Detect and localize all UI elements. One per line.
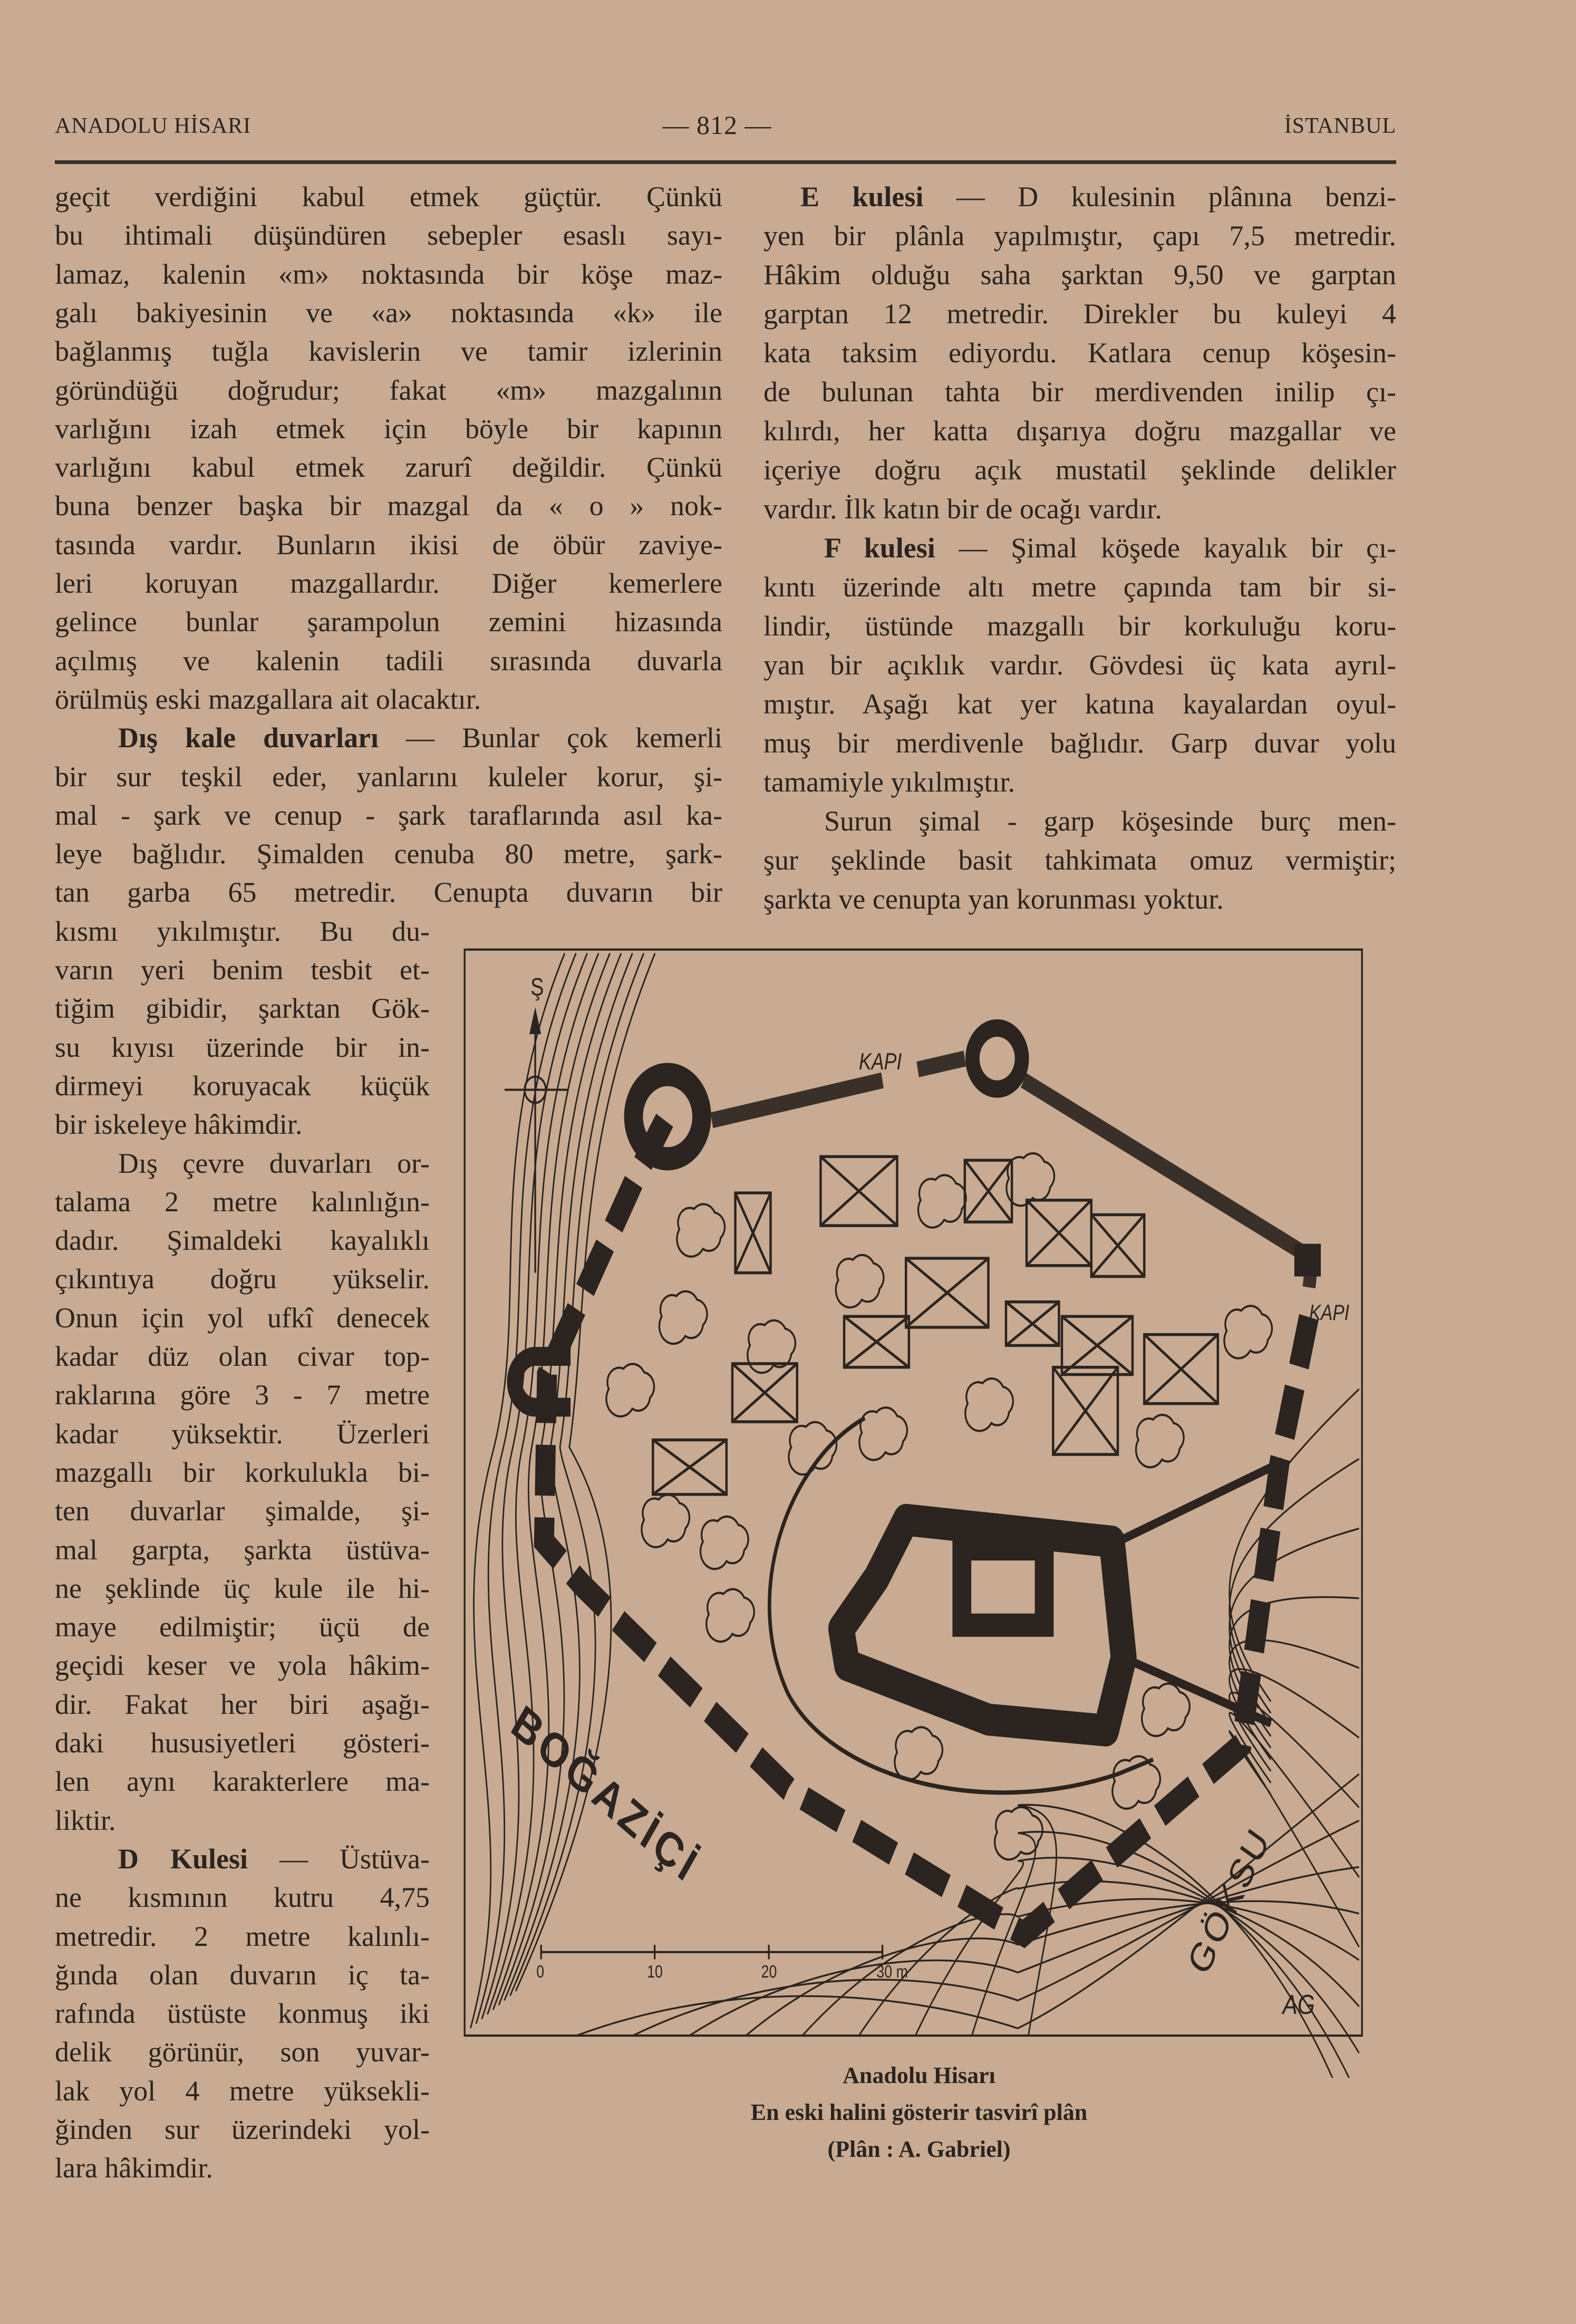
text-line: rafında üstüste konmuş iki: [55, 1998, 430, 2030]
building: [1027, 1200, 1091, 1266]
section-heading: E kulesi: [800, 181, 924, 213]
building: [820, 1156, 897, 1226]
text-line: garptan 12 metredir. Direkler bu kuleyi 4: [763, 298, 1396, 330]
text-line: ne şeklinde üç kule ile hi-: [55, 1572, 430, 1604]
scale-tick-20: 20: [761, 1962, 777, 1982]
text-line: şarkta ve cenupta yan korunması yoktur.: [763, 883, 1224, 915]
text-line: ne kısmının kutru 4,75: [55, 1882, 430, 1914]
figure-caption-subtitle: En eski halini gösterir tasvirî plân: [750, 2099, 1088, 2125]
text-line: tan garba 65 metredir. Cenupta duvarın bir: [55, 876, 722, 909]
text-line: yen bir plânla yapılmıştır, çapı 7,5 metredir.: [763, 220, 1396, 252]
text-line: mıştır. Aşağı kat yer katına kayalardan oyul-: [763, 688, 1396, 720]
text-line: çıkıntıya doğru yükselir.: [55, 1263, 430, 1295]
text-line: lamaz, kalenin «m» noktasında bir köşe maz-: [55, 258, 722, 290]
text-line: mal garpta, şarkta üstüva-: [55, 1534, 430, 1566]
text-line: bu ihtimali düşündüren sebepler esaslı sayı-: [55, 219, 722, 252]
text-line: [800, 178, 1396, 216]
text-line: geçit verdiğini kabul etmek güçtür. Çünkü: [55, 181, 722, 213]
text-line: [118, 719, 722, 757]
gate-label-north: KAPI: [858, 1049, 902, 1075]
figure-caption-title: Anadolu Hisarı: [843, 2062, 995, 2088]
contour-line: [972, 1832, 1359, 2078]
text-line: varın yeri benim tesbit et-: [55, 954, 430, 986]
tree: [707, 1589, 755, 1642]
text-line: gelince bunlar şarampolun zemini hizasında: [55, 606, 722, 638]
text-run: — Bunlar çok kemerli: [379, 722, 722, 754]
building: [906, 1258, 988, 1327]
building: [653, 1440, 727, 1494]
text-line: Dış çevre duvarları or-: [118, 1147, 430, 1179]
keep-inner-tower: [962, 1549, 1044, 1625]
contour-line: [915, 1858, 1359, 2053]
text-run: — Şimal köşede kayalık bir çı-: [935, 532, 1396, 564]
north-arrow-icon: [505, 973, 567, 1273]
text-line: len aynı karakterlere ma-: [55, 1766, 430, 1798]
running-header-left: ANADOLU HİSARI: [55, 114, 252, 138]
text-line: kısmı yıkılmıştır. Bu du-: [55, 915, 430, 947]
text-line: kadar düz olan civar top-: [55, 1341, 430, 1372]
text-line: Hâkim olduğu saha şarktan 9,50 ve garptan: [763, 259, 1396, 291]
buildings: [653, 1156, 1217, 1494]
text-line: lara hâkimdir.: [55, 2152, 213, 2184]
tree: [895, 1727, 943, 1779]
text-line: leri koruyan mazgallardır. Diğer kemerlere: [55, 567, 722, 599]
running-header-right: İSTANBUL: [1284, 114, 1396, 138]
tree: [965, 1378, 1013, 1431]
tree: [677, 1204, 725, 1256]
building: [1091, 1214, 1144, 1276]
text-line: örülmüş eski mazgallara ait olacaktır.: [55, 683, 481, 715]
building: [1144, 1335, 1218, 1404]
text-line: lak yol 4 metre yüksekli-: [55, 2075, 430, 2107]
text-line: kılırdı, her katta dışarıya doğru mazgallar ve: [763, 415, 1396, 447]
building: [736, 1193, 771, 1273]
tower-e: [1294, 1244, 1321, 1277]
scale-bar: [536, 1945, 908, 1982]
building: [965, 1160, 1012, 1222]
scale-tick-10: 10: [647, 1962, 663, 1982]
tree: [1136, 1415, 1184, 1467]
tower-d: [633, 1075, 701, 1159]
text-line: ğinden sur üzerindeki yol-: [55, 2114, 430, 2145]
section-heading: F kulesi: [824, 532, 935, 564]
castle-plan-map: [459, 939, 1381, 2078]
text-line: lindir, üstünde mazgallı bir korkuluğu koru-: [763, 610, 1396, 642]
text-line: varlığını kabul etmek zarurî değildir. Çünkü: [55, 451, 722, 484]
text-line: ten duvarlar şimalde, şi-: [55, 1495, 430, 1527]
tree: [836, 1255, 884, 1307]
tree: [606, 1364, 654, 1416]
tree: [1007, 1153, 1055, 1206]
tree: [918, 1175, 966, 1227]
text-line: Surun şimal - garp köşesinde burç men-: [824, 805, 1396, 837]
text-line: metredir. 2 metre kalınlı-: [55, 1920, 430, 1952]
tower-f: [972, 1028, 1022, 1089]
contour-line: [505, 953, 633, 2001]
text-line: bir sur teşkil eder, yanlarını kuleler korur, şi-: [55, 760, 722, 793]
text-line: kadar yüksektir. Üzerleri: [55, 1417, 430, 1450]
tree: [642, 1494, 690, 1547]
text-line: geçidi keser ve yola hâkim-: [55, 1650, 430, 1682]
text-line: muş bir merdivenle bağlıdır. Garp duvar yolu: [763, 727, 1396, 759]
header-rule: [55, 160, 1396, 164]
figure-caption-credit: (Plân : A. Gabriel): [827, 2136, 1011, 2162]
text-line: vardır. İlk katın bir de ocağı vardır.: [763, 493, 1162, 525]
text-line: raklarına göre 3 - 7 metre: [55, 1379, 430, 1411]
scale-tick-30: 30 m: [876, 1962, 908, 1982]
text-line: içeriye doğru açık mustatil şeklinde delikler: [763, 454, 1396, 486]
keep-link-wall: [1118, 1462, 1283, 1542]
text-line: tiğim gibidir, şarktan Gök-: [55, 992, 430, 1025]
text-line: bağlanmış tuğla kavislerin ve tamir izlerinin: [55, 335, 722, 368]
text-run: — D kulesinin plânına benzi-: [923, 181, 1396, 213]
text-line: yan bir açıklık vardır. Gövdesi üç kata ayrıl-: [763, 649, 1396, 681]
text-line: talama 2 metre kalınlığın-: [55, 1185, 430, 1218]
text-line: [118, 1840, 430, 1878]
scale-tick-0: 0: [536, 1962, 545, 1982]
building: [1053, 1367, 1118, 1454]
north-label: Ş: [530, 973, 544, 1001]
text-line: su kıyısı üzerinde bir in-: [55, 1031, 430, 1063]
artist-signature: AG: [1282, 1989, 1315, 2020]
text-line: buna benzer başka bir mazgal da « o » nok-: [55, 490, 722, 522]
building: [1006, 1302, 1059, 1346]
text-line: tamamiyle yıkılmıştır.: [763, 766, 1015, 798]
text-line: dadır. Şimaldeki kayalıklı: [55, 1224, 430, 1257]
text-line: maye edilmiştir; üçü de: [55, 1611, 430, 1643]
text-line: daki hususiyetleri gösteri-: [55, 1727, 430, 1759]
gate-label-east: KAPI: [1309, 1300, 1349, 1325]
tree: [859, 1407, 907, 1460]
text-line: mal - şark ve cenup - şark taraflarında asıl ka-: [55, 799, 722, 831]
text-run: — Üstüva-: [248, 1843, 430, 1875]
text-line: ğında olan duvarın iç ta-: [55, 1959, 430, 1991]
tree: [701, 1517, 749, 1569]
text-line: varlığını izah etmek için böyle bir kapının: [55, 412, 722, 445]
section-heading: Dış kale duvarları: [118, 722, 379, 754]
text-line: liktir.: [55, 1804, 116, 1836]
text-line: tasında vardır. Bunların ikisi de öbür zaviye-: [55, 528, 722, 561]
text-line: leye bağlıdır. Şimalden cenuba 80 metre, şark-: [55, 838, 722, 870]
text-line: bir iskeleye hâkimdir.: [55, 1108, 303, 1141]
tree: [1142, 1684, 1190, 1736]
text-line: mazgallı bir korkulukla bi-: [55, 1456, 430, 1488]
tree: [1113, 1756, 1161, 1808]
text-line: galı bakiyesinin ve «a» noktasında «k» ile: [55, 296, 722, 329]
text-line: göründüğü doğrudur; fakat «m» mazgalının: [55, 374, 722, 406]
tree: [659, 1291, 707, 1344]
text-line: açılmış ve kalenin tadili sırasında duvarla: [55, 644, 722, 677]
text-line: dirmeyi koruyacak küçük: [55, 1069, 430, 1102]
text-line: delik görünür, son yuvar-: [55, 2036, 430, 2068]
building: [844, 1316, 909, 1367]
text-line: dir. Fakat her biri aşağı-: [55, 1688, 430, 1720]
text-line: kıntı üzerinde altı metre çapında tam bir si-: [763, 571, 1396, 603]
tree: [1224, 1306, 1272, 1358]
text-line: de bulunan tahta bir merdivenden inilip çı-: [763, 376, 1396, 408]
text-line: [824, 529, 1396, 567]
page-number: — 812 —: [662, 110, 772, 140]
section-heading: D Kulesi: [118, 1843, 248, 1875]
river-label: GÖKSU: [1180, 1819, 1278, 1982]
text-line: şur şeklinde basit tahkimata omuz vermiştir;: [763, 844, 1396, 876]
text-line: kata taksim ediyordu. Katlara cenup köşesin-: [763, 337, 1396, 369]
strait-label: BOĞAZİÇİ: [504, 1695, 708, 1894]
text-line: Onun için yol ufkî denecek: [55, 1301, 430, 1334]
